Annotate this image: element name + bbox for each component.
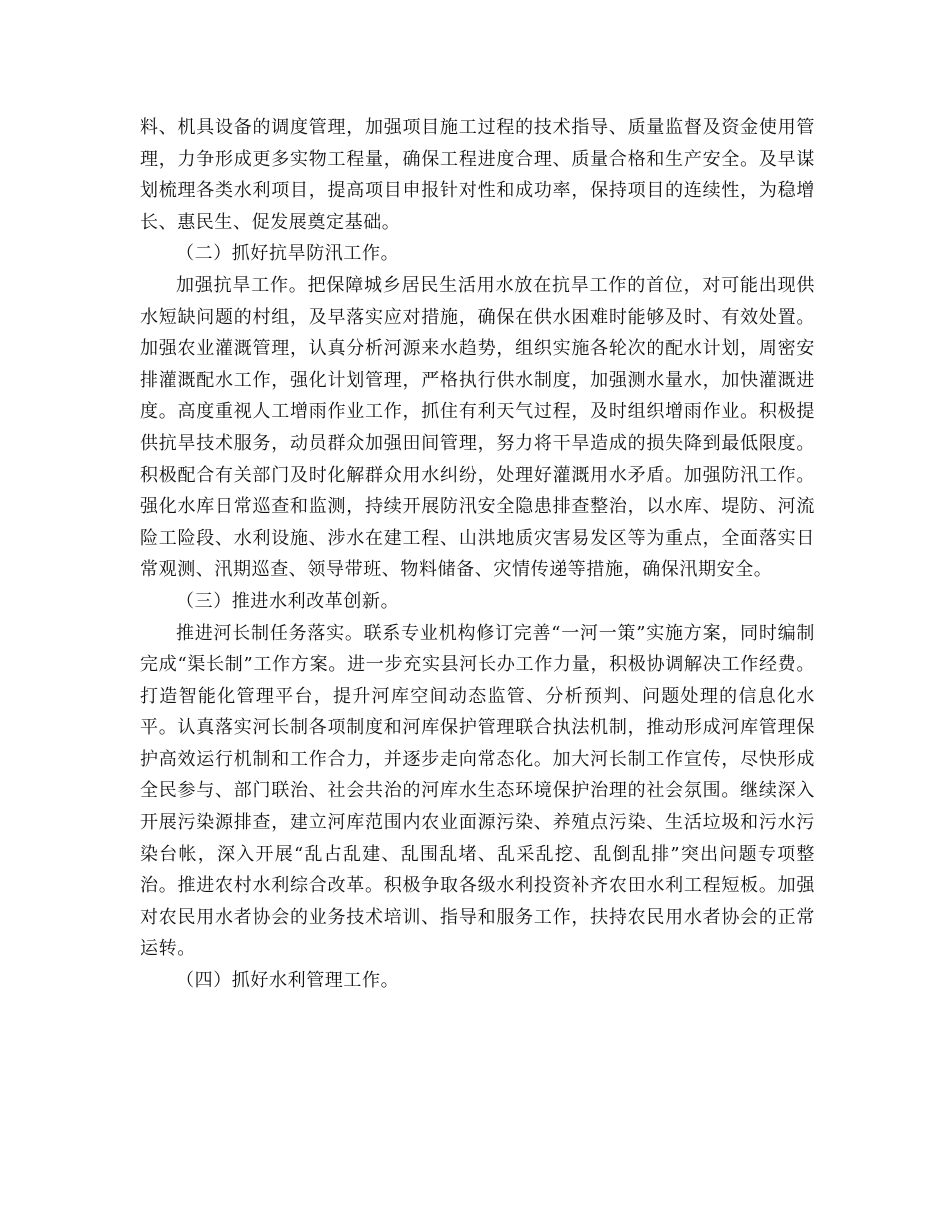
- body-paragraph: 加强抗旱工作。把保障城乡居民生活用水放在抗旱工作的首位，对可能出现供水短缺问题的村组，及早落实应对措施，确保在供水困难时能够及时、有效处置。加强农业灌溉管理，认真分析河源来水趋势，组织实施各轮次的配水计划，周密安排灌溉配水工作，强化计划管理，严格执行供水制度，加强测水量水，加快灌溉进度。高度重视人工增雨作业工作，抓住有利天气过程，及时组织增雨作业。积极提供抗旱技术服务，动员群众加强田间管理，努力将干旱造成的损失降到最低限度。积极配合有关部门及时化解群众用水纠纷，处理好灌溉用水矛盾。加强防汛工作。强化水库日常巡查和监测，持续开展防汛安全隐患排查整治，以水库、堤防、河流险工险段、水利设施、涉水在建工程、山洪地质灾害易发区等为重点，全面落实日常观测、汛期巡查、领导带班、物料储备、灾情传递等措施，确保汛期安全。: [140, 274, 815, 581]
- body-paragraph: 料、机具设备的调度管理，加强项目施工过程的技术指导、质量监督及资金使用管理，力争形成更多实物工程量，确保工程进度合理、质量合格和生产安全。及早谋划梳理各类水利项目，提高项目申报针对性和成功率，保持项目的连续性，为稳增长、惠民生、促发展奠定基础。: [140, 117, 815, 233]
- section-heading: （二）抓好抗旱防汛工作。: [176, 243, 400, 265]
- document-page: [140, 112, 815, 997]
- body-paragraph: 推进河长制任务落实。联系专业机构修订完善“一河一策”实施方案，同时编制完成“渠长制”工作方案。进一步充实县河长办工作力量，积极协调解决工作经费。打造智能化管理平台，提升河库空间动态监管、分析预判、问题处理的信息化水平。认真落实河长制各项制度和河库保护管理联合执法机制，推动形成河库管理保护高效运行机制和工作合力，并逐步走向常态化。加大河长制工作宣传，尽快形成全民参与、部门联治、社会共治的河库水生态环境保护治理的社会氛围。继续深入开展污染源排查，建立河库范围内农业面源污染、养殖点污染、生活垃圾和污水污染台帐，深入开展“乱占乱建、乱围乱堵、乱采乱挖、乱倒乱排”突出问题专项整治。推进农村水利综合改革。积极争取各级水利投资补齐农田水利工程短板。加强对农民用水者协会的业务技术培训、指导和服务工作，扶持农民用水者协会的正常运转。: [140, 622, 815, 960]
- section-heading: （三）推进水利改革创新。: [176, 590, 400, 612]
- section-heading: （四）抓好水利管理工作。: [176, 970, 400, 992]
